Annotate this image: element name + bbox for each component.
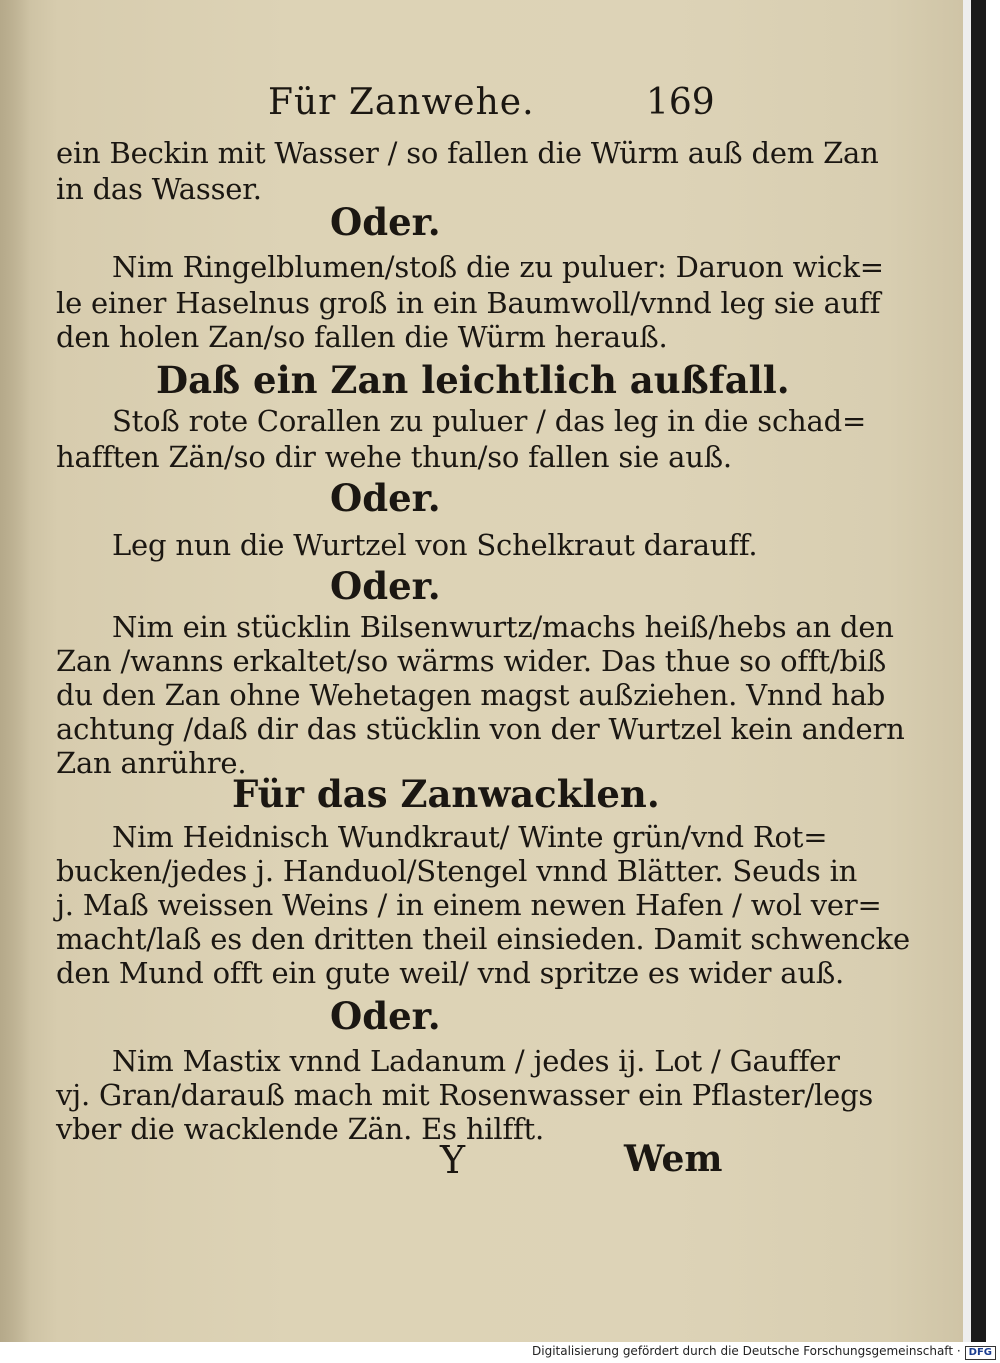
- section-heading: Oder.: [330, 200, 441, 244]
- text-line: Zan anrühre.: [56, 746, 247, 780]
- scan-edge: [971, 0, 986, 1342]
- text-line: hafften Zän/so dir wehe thun/so fallen sie auß.: [56, 440, 732, 474]
- text-line: Stoß rote Corallen zu puluer / das leg in die schad=: [112, 404, 867, 438]
- text-line: den holen Zan/so fallen die Würm herauß.: [56, 320, 668, 354]
- text-line: vber die wacklende Zän. Es hilfft.: [56, 1112, 544, 1146]
- text-line: du den Zan ohne Wehetagen magst außziehen. Vnnd hab: [56, 678, 886, 712]
- text-line: in das Wasser.: [56, 172, 262, 206]
- text-line: achtung /daß dir das stücklin von der Wurtzel kein andern: [56, 712, 905, 746]
- dfg-logo: DFG: [965, 1346, 996, 1360]
- text-line: Nim Heidnisch Wundkraut/ Winte grün/vnd Rot=: [112, 820, 828, 854]
- text-line: bucken/jedes j. Handuol/Stengel vnnd Blätter. Seuds in: [56, 854, 858, 888]
- text-line: Nim Ringelblumen/stoß die zu puluer: Daruon wick=: [112, 250, 884, 284]
- text-line: ein Beckin mit Wasser / so fallen die Würm auß dem Zan: [56, 136, 879, 170]
- text-line: Zan /wanns erkaltet/so wärms wider. Das thue so offt/biß: [56, 644, 887, 678]
- text-line: den Mund offt ein gute weil/ vnd spritze es wider auß.: [56, 956, 845, 990]
- text-line: Nim Mastix vnnd Ladanum / jedes ij. Lot / Gauffer: [112, 1044, 840, 1078]
- text-line: macht/laß es den dritten theil einsieden. Damit schwencke: [56, 922, 910, 956]
- text-line: Leg nun die Wurtzel von Schelkraut darauff.: [112, 528, 758, 562]
- section-heading: Oder.: [330, 564, 441, 608]
- page-edge: [963, 0, 971, 1342]
- section-heading: Oder.: [330, 476, 441, 520]
- running-title: Für Zanwehe.: [268, 82, 535, 123]
- text-line: Nim ein stücklin Bilsenwurtz/machs heiß/hebs an den: [112, 610, 894, 644]
- text-line: le einer Haselnus groß in ein Baumwoll/vnnd leg sie auff: [56, 286, 881, 320]
- digitization-credit: [532, 1344, 996, 1360]
- catchword: Wem: [624, 1138, 723, 1180]
- section-heading: Oder.: [330, 994, 441, 1038]
- page-number: 169: [646, 82, 715, 123]
- text-line: j. Maß weissen Weins / in einem newen Hafen / wol ver=: [56, 888, 882, 922]
- signature-mark: Y: [440, 1138, 466, 1182]
- credit-text: Digitalisierung gefördert durch die Deutsche Forschungsgemeinschaft ·: [532, 1344, 961, 1358]
- page-gutter-shadow: [0, 0, 30, 1342]
- section-heading: Für das Zanwacklen.: [232, 772, 660, 816]
- section-heading: Daß ein Zan leichtlich außfall.: [156, 358, 790, 402]
- text-line: vj. Gran/darauß mach mit Rosenwasser ein Pflaster/legs: [56, 1078, 874, 1112]
